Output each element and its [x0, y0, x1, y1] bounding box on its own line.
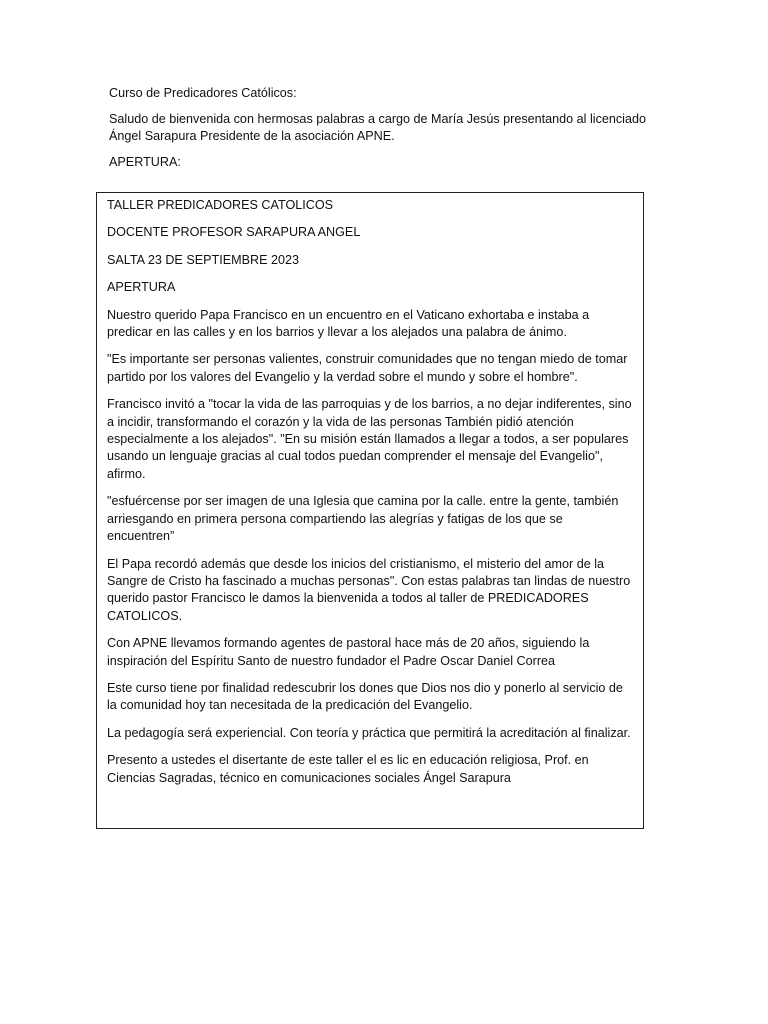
- teacher-line: DOCENTE PROFESOR SARAPURA ANGEL: [107, 225, 361, 240]
- course-title: Curso de Predicadores Católicos:: [109, 86, 297, 100]
- workshop-box: [96, 192, 644, 829]
- body-paragraph: "Es importante ser personas valientes, construir comunidades que no tengan miedo de tomar partido por los valores del Evangelio y la verdad sobre el mundo y sobre el hombre".: [107, 352, 628, 384]
- welcome-paragraph: Saludo de bienvenida con hermosas palabras a cargo de María Jesús presentando al licenciado Ángel Sarapura Presidente de la asociación APNE.: [109, 111, 646, 144]
- intro-section: [109, 85, 669, 180]
- body-paragraph: "esfuércense por ser imagen de una Iglesia que camina por la calle. entre la gente, también arriesgando en primera persona compartiendo las alegrías y fatigas de los que se encuentren”: [107, 494, 619, 544]
- workshop-title: TALLER PREDICADORES CATOLICOS: [107, 198, 334, 212]
- opening-heading: APERTURA: [107, 280, 176, 295]
- body-paragraph: Francisco invitó a "tocar la vida de las parroquias y de los barrios, a no dejar indiferentes, sino a incidir, transformando el corazón y la vida de las personas También pidió atención especialmente a los alejados". "En su misión están llamados a llegar a todos, a ser populares usando un lenguaje gracias al cual todos puedan comprender el mensaje del Evangelio", afirmo.: [107, 397, 632, 481]
- body-paragraph: Con APNE llevamos formando agentes de pastoral hace más de 20 años, siguiendo la inspiración del Espíritu Santo de nuestro fundador el Padre Oscar Daniel Correa: [107, 636, 590, 668]
- body-paragraph: El Papa recordó además que desde los inicios del cristianismo, el misterio del amor de la Sangre de Cristo ha fascinado a muchas personas". Con estas palabras tan lindas de nuestro querido pastor Francisco le damos la bienvenida a todos al taller de PREDICADORES CATOLICOS.: [107, 556, 631, 623]
- opening-label: APERTURA:: [109, 155, 181, 170]
- place-date-line: SALTA 23 DE SEPTIEMBRE 2023: [107, 252, 300, 267]
- body-paragraph: Este curso tiene por finalidad redescubrir los dones que Dios nos dio y ponerlo al servicio de la comunidad hoy tan necesitada de la predicación del Evangelio.: [107, 680, 623, 713]
- body-paragraph: Nuestro querido Papa Francisco en un encuentro en el Vaticano exhortaba e instaba a predicar en las calles y en los barrios y llevar a los alejados una palabra de ánimo.: [107, 307, 590, 340]
- body-paragraph: La pedagogía será experiencial. Con teoría y práctica que permitirá la acreditación al finalizar.: [107, 725, 631, 740]
- body-paragraph: Presento a ustedes el disertante de este taller el es lic en educación religiosa, Prof. en Ciencias Sagradas, técnico en comunicaciones sociales Ángel Sarapura: [107, 753, 589, 785]
